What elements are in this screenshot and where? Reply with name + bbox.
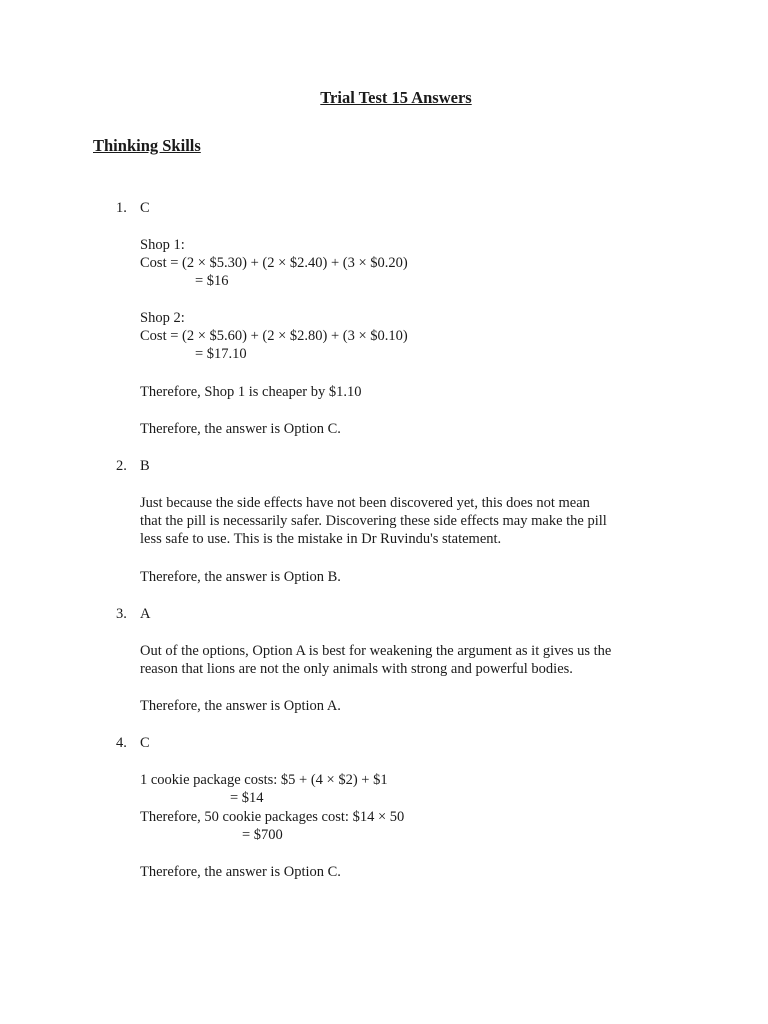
question-answer-4: C (140, 735, 150, 751)
q1-shop2-total: = $17.10 (195, 346, 247, 362)
q4-line-4: = $700 (242, 827, 283, 843)
question-answer-3: A (140, 606, 151, 622)
question-number-1: 1. (116, 200, 127, 216)
q1-shop2-label: Shop 2: (140, 310, 185, 326)
q1-shop2-cost: Cost = (2 × $5.60) + (2 × $2.80) + (3 × $0.10) (140, 328, 408, 344)
q2-text-line-1: Just because the side effects have not been discovered yet, this does not mean (140, 495, 590, 511)
q4-line-1: 1 cookie package costs: $5 + (4 × $2) + $1 (140, 772, 388, 788)
question-number-3: 3. (116, 606, 127, 622)
q1-shop1-label: Shop 1: (140, 237, 185, 253)
q4-line-3: Therefore, 50 cookie packages cost: $14 × 50 (140, 809, 405, 825)
q3-text-line-1: Out of the options, Option A is best for weakening the argument as it gives us the (140, 643, 612, 659)
question-answer-2: B (140, 458, 150, 474)
q3-text-line-2: reason that lions are not the only animals with strong and powerful bodies. (140, 661, 573, 677)
question-answer-1: C (140, 200, 150, 216)
q1-shop1-total: = $16 (195, 273, 229, 289)
section-heading: Thinking Skills (93, 136, 201, 155)
q4-final-answer: Therefore, the answer is Option C. (140, 864, 341, 880)
q3-final-answer: Therefore, the answer is Option A. (140, 698, 341, 714)
q2-final-answer: Therefore, the answer is Option B. (140, 569, 341, 585)
q1-conclusion: Therefore, Shop 1 is cheaper by $1.10 (140, 384, 362, 400)
q1-shop1-cost: Cost = (2 × $5.30) + (2 × $2.40) + (3 × $0.20) (140, 255, 408, 271)
q2-text-line-3: less safe to use. This is the mistake in Dr Ruvindu's statement. (140, 531, 502, 547)
question-number-4: 4. (116, 735, 127, 751)
question-number-2: 2. (116, 458, 127, 474)
q4-line-2: = $14 (230, 790, 264, 806)
q2-text-line-2: that the pill is necessarily safer. Discovering these side effects may make the pill (140, 513, 607, 529)
q1-final-answer: Therefore, the answer is Option C. (140, 421, 341, 437)
page-title: Trial Test 15 Answers (320, 88, 472, 107)
